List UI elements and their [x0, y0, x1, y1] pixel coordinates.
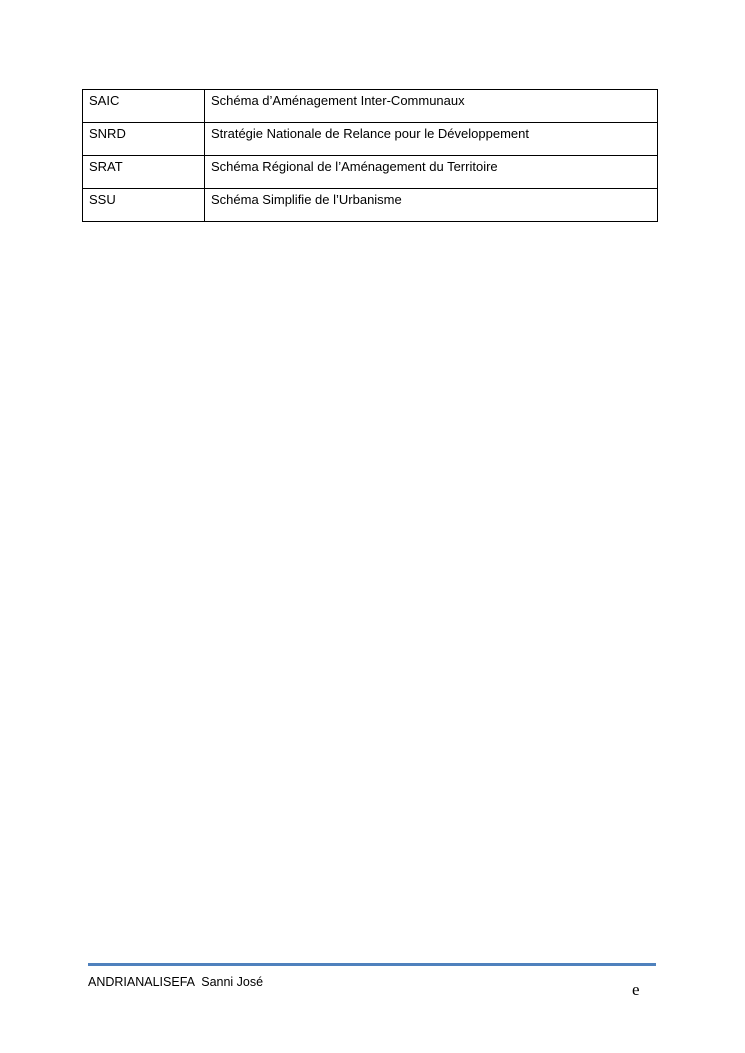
footer-author: ANDRIANALISEFA Sanni José: [88, 975, 264, 989]
abbreviation-cell: SSU: [83, 189, 205, 222]
table-row: [83, 189, 658, 222]
abbreviation-cell: SNRD: [83, 123, 205, 156]
footer-divider: [88, 963, 656, 966]
definition-cell: Schéma d’Aménagement Inter-Communaux: [205, 90, 658, 123]
definition-cell: Stratégie Nationale de Relance pour le Développement: [205, 123, 658, 156]
abbreviation-table: [82, 89, 658, 222]
abbreviation-cell: SRAT: [83, 156, 205, 189]
page-number: e: [632, 980, 640, 999]
table-row: [83, 156, 658, 189]
table-row: [83, 90, 658, 123]
table-row: [83, 123, 658, 156]
definition-cell: Schéma Régional de l’Aménagement du Territoire: [205, 156, 658, 189]
abbreviation-cell: SAIC: [83, 90, 205, 123]
definition-cell: Schéma Simplifie de l’Urbanisme: [205, 189, 658, 222]
